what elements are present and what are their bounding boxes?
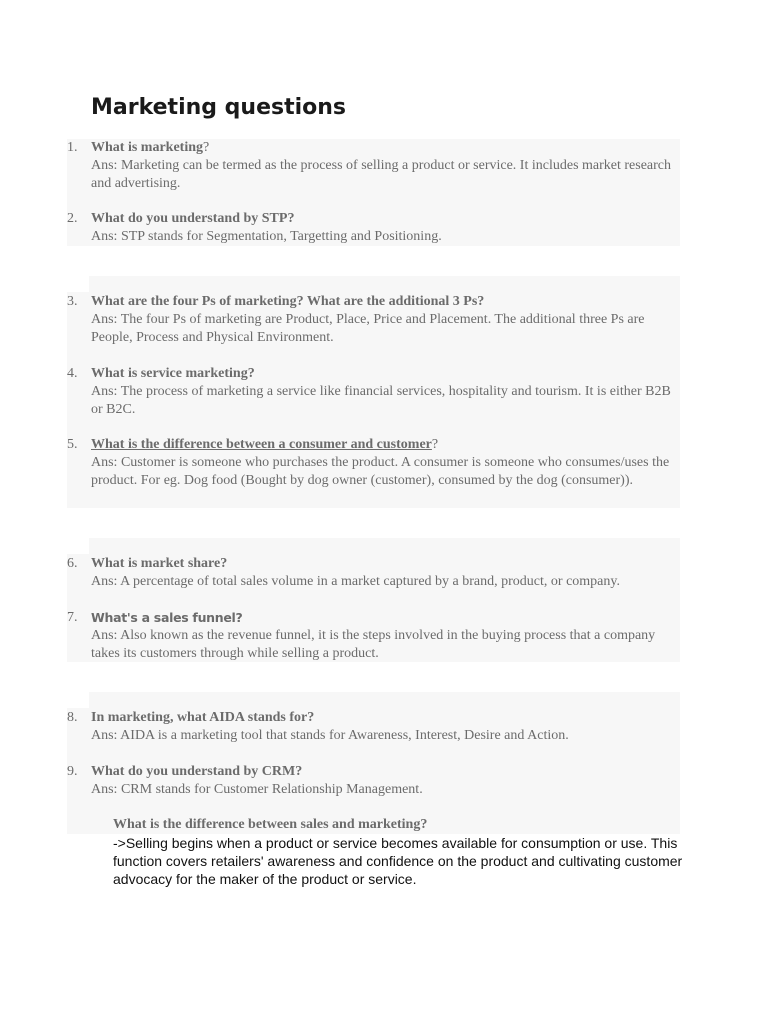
question-text [91, 139, 209, 157]
question-band-4 [89, 538, 680, 554]
answer-text: Ans: Marketing can be termed as the process of selling a product or service. It includes market research and advertising. [91, 158, 672, 191]
answer-text: Ans: Customer is someone who purchases the product. A consumer is someone who consumes/uses the product. For eg. Dog food (Bought by dog owner (customer), consumed by the dog (consumer)). [91, 455, 670, 488]
question-number: 7. [67, 610, 78, 625]
question-number: 3. [67, 294, 78, 309]
question-number: 2. [67, 211, 78, 226]
question-item [67, 609, 680, 663]
question-band-2 [89, 276, 680, 292]
question-text: What do you understand by STP? [91, 211, 295, 226]
question-number: 1. [67, 140, 78, 155]
question-item [67, 763, 680, 799]
question-text: What do you understand by CRM? [91, 764, 303, 779]
question-item [67, 365, 680, 419]
extra-question-heading: What is the difference between sales and marketing? [113, 817, 428, 832]
question-text: What are the four Ps of marketing? What are the additional 3 Ps? [91, 294, 485, 309]
extra-question [113, 816, 683, 888]
answer-text: Ans: Also known as the revenue funnel, it is the steps involved in the buying process that a company takes its customers through while selling a product. [91, 628, 656, 661]
question-item [67, 293, 680, 347]
answer-text: Ans: The process of marketing a service like financial services, hospitality and tourism. It is either B2B or B2C. [91, 384, 671, 417]
answer-text: Ans: A percentage of total sales volume in a market captured by a brand, product, or company. [91, 574, 620, 589]
question-number: 4. [67, 366, 78, 381]
question-item [67, 139, 680, 191]
question-item [67, 210, 680, 246]
extra-question-body: ->Selling begins when a product or service becomes available for consumption or use. This function covers retailers' awareness and confidence on the product and cultivating customer advocacy for the maker of the product or service. [113, 835, 683, 887]
question-number: 5. [67, 437, 78, 452]
question-item [67, 709, 680, 745]
question-text [91, 436, 438, 454]
answer-text: Ans: CRM stands for Customer Relationship Management. [91, 782, 423, 797]
answer-text: Ans: AIDA is a marketing tool that stands for Awareness, Interest, Desire and Action. [91, 728, 569, 743]
question-number: 9. [67, 764, 78, 779]
question-text: What is service marketing? [91, 366, 255, 381]
question-text: What is market share? [91, 556, 228, 571]
page-title: Marketing questions [91, 95, 347, 120]
question-mark: ? [203, 140, 210, 155]
question-text: In marketing, what AIDA stands for? [91, 710, 315, 725]
answer-text: Ans: STP stands for Segmentation, Targetting and Positioning. [91, 229, 442, 244]
question-item [67, 555, 680, 591]
question-number: 8. [67, 710, 78, 725]
question-number: 6. [67, 556, 78, 571]
question-band-6 [89, 692, 680, 708]
answer-text: Ans: The four Ps of marketing are Product, Place, Price and Placement. The additional three Ps are People, Process and Physical Environment. [91, 312, 645, 345]
question-mark: ? [431, 437, 439, 452]
question-text: What's a sales funnel? [91, 610, 243, 625]
question-item [67, 436, 680, 508]
question-label: What is the difference between a consumer and customer [91, 437, 432, 452]
question-label: What is marketing [91, 140, 203, 155]
